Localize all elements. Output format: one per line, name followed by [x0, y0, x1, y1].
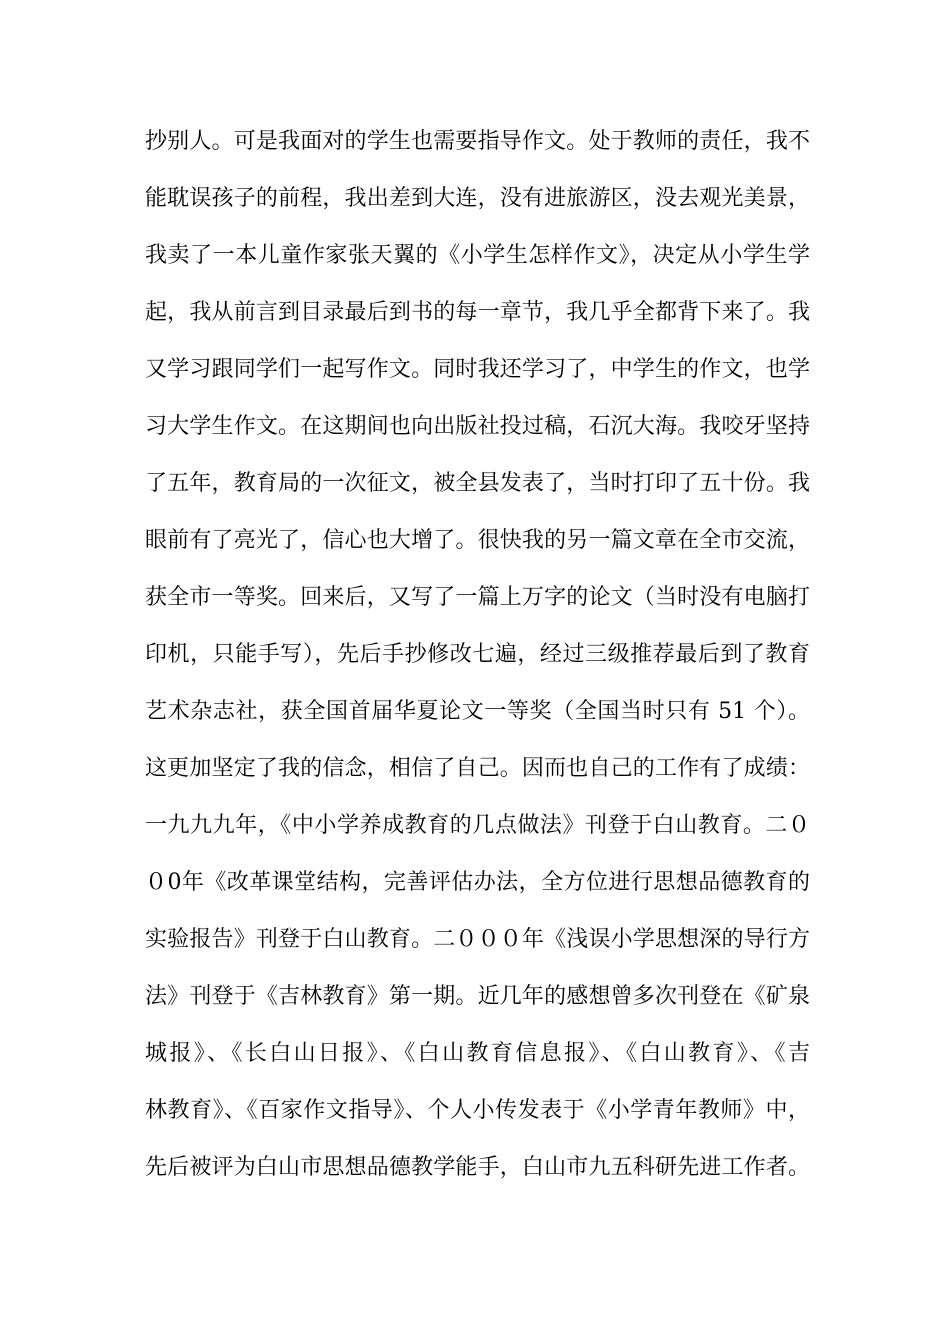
text-line-12: 这更加坚定了我的信念，相信了自己。因而也自己的工作有了成绩：	[145, 756, 810, 781]
text-line-8: 眼前有了亮光了，信心也大增了。很快我的另一篇文章在全市交流，	[145, 528, 810, 553]
text-line-7: 了五年，教育局的一次征文，被全县发表了，当时打印了五十份。我	[145, 471, 810, 496]
text-line-10: 印机，只能手写），先后手抄修改七遍，经过三级推荐最后到了教育	[145, 642, 810, 667]
text-line-15: 实验报告》刊登于白山教育。二０００年《浅误小学思想深的导行方	[145, 927, 810, 952]
text-line-18: 林教育》、《百家作文指导》、个人小传发表于《小学青年教师》中，	[145, 1098, 810, 1123]
text-line-5: 又学习跟同学们一起写作文。同时我还学习了，中学生的作文，也学	[145, 357, 810, 382]
text-line-17: 城报》、《长白山日报》、《白山教育信息报》、《白山教育》、《吉	[145, 1041, 810, 1066]
body-text	[145, 113, 810, 1196]
text-line-14: ０0年《改革课堂结构，完善评估办法，全方位进行思想品德教育的	[145, 870, 810, 895]
text-line-3: 我卖了一本儿童作家张天翼的《小学生怎样作文》，决定从小学生学	[145, 243, 810, 268]
text-line-2: 能耽误孩子的前程，我出差到大连，没有进旅游区，没去观光美景，	[145, 186, 810, 211]
text-line-11: 艺术杂志社，获全国首届华夏论文一等奖（全国当时只有 51 个）。	[145, 699, 810, 724]
text-line-9: 获全市一等奖。回来后，又写了一篇上万字的论文（当时没有电脑打	[145, 585, 810, 610]
text-line-6: 习大学生作文。在这期间也向出版社投过稿，石沉大海。我咬牙坚持	[145, 414, 810, 439]
text-line-19: 先后被评为白山市思想品德教学能手，白山市九五科研先进工作者。	[145, 1155, 810, 1180]
text-line-4: 起，我从前言到目录最后到书的每一章节，我几乎全都背下来了。我	[145, 300, 810, 325]
text-line-13: 一九九九年，《中小学养成教育的几点做法》刊登于白山教育。二０	[145, 813, 810, 838]
text-line-16: 法》刊登于《吉林教育》第一期。近几年的感想曾多次刊登在《矿泉	[145, 984, 810, 1009]
text-line-1: 抄别人。可是我面对的学生也需要指导作文。处于教师的责任，我不	[145, 129, 810, 154]
